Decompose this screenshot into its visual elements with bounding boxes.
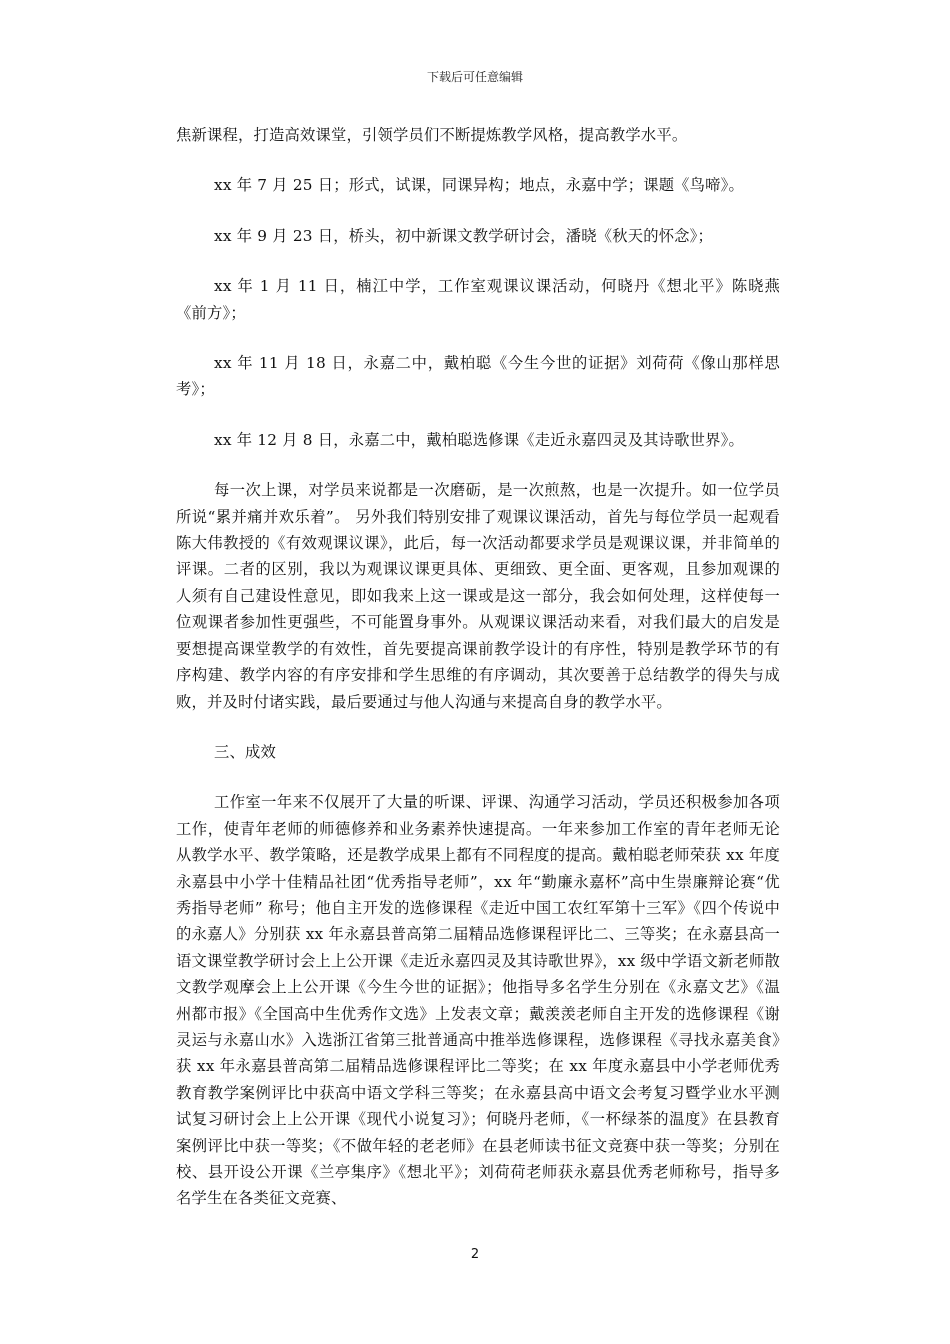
page-number: 2 bbox=[470, 1247, 480, 1262]
paragraph-schedule-item: xx 年 7 月 25 日；形式，试课，同课异构；地点，永嘉中学；课题《鸟啼》。 bbox=[214, 176, 745, 195]
paragraph-results: 工作室一年来不仅展开了大量的听课、评课、沟通学习活动，学员还积极参加各项工作，使青年老师的师德修养和业务素养快速提高。一年来参加工作室的青年老师无论从教学水平、教学策略，还是教学成果上都有不同程度的提高。戴柏聪老师荣获 xx 年度永嘉县中小学十佳精品社团“优秀指导老师”，xx 年“勤廉永嘉杯”高中生崇廉辩论赛“优秀指导老师” 称号；他自主开发的选修课程《走近中国工农红军第十三军》《四个传说中的永嘉人》分别获 xx 年永嘉县普高第二届精品选修课程评比二、三等奖；在永嘉县高一语文课堂教学研讨会上上公开课《走近永嘉四灵及其诗歌世界》，xx 级中学语文新老师散文教学观摩会上上公开课《今生今世的证据》；他指导多名学生分别在《永嘉文艺》《温州都市报》《全国高中生优秀作文选》上发表文章；戴羡羡老师自主开发的选修课程《谢灵运与永嘉山水》入选浙江省第三批普通高中推举选修课程，选修课程《寻找永嘉美食》获 xx 年永嘉县普高第二届精品选修课程评比二等奖；在 xx 年度永嘉县中小学老师优秀教育教学案例评比中获高中语文学科三等奖；在永嘉县高中语文会考复习暨学业水平测试复习研讨会上上公开课《现代小说复习》；何晓丹老师，《一杯绿茶的温度》在县教育案例评比中获一等奖；《不做年轻的老老师》在县老师读书征文竞赛中获一等奖；分别在校、县开设公开课《兰亭集序》《想北平》；刘荷荷老师获永嘉县优秀老师称号，指导多名学生在各类征文竞赛、 bbox=[176, 793, 780, 1208]
paragraph-continuation: 焦新课程，打造高效课堂，引领学员们不断提炼教学风格，提高教学水平。 bbox=[176, 126, 688, 144]
paragraph-observation: 每一次上课，对学员来说都是一次磨砺，是一次煎熬，也是一次提升。如一位学员所说“累并痛并欢乐着”。 另外我们特别安排了观课议课活动，首先与每位学员一起观看陈大伟教授的《有效观课议课》，此后，每一次活动都要求学员是观课议课，并非简单的评课。二者的区别，我以为观课议课更具体、更细致、更全面、更客观，且参加观课的人须有自己建设性意见，即如我来上这一课或是这一部分，我会如何处理，这样使每一位观课者参加性更强些，不可能置身事外。从观课议课活动来看，对我们最大的启发是要想提高课堂教学的有效性，首先要提高课前教学设计的有序性，特别是教学环节的有序构建、教学内容的有序安排和学生思维的有序调动，其次要善于总结教学的得失与成败，并及时付诸实践，最后要通过与他人沟通与来提高自身的教学水平。 bbox=[176, 481, 780, 711]
paragraph-schedule-item: xx 年 12 月 8 日，永嘉二中，戴柏聪选修课《走近永嘉四灵及其诗歌世界》。 bbox=[214, 430, 745, 449]
paragraph-schedule-item: xx 年 11 月 18 日，永嘉二中，戴柏聪《今生今世的证据》刘荷荷《像山那样思考》； bbox=[176, 354, 780, 399]
page-header: 下载后可任意编辑 bbox=[426, 70, 523, 84]
paragraph-schedule-item: xx 年 9 月 23 日，桥头，初中新课文教学研讨会，潘晓《秋天的怀念》； bbox=[214, 226, 714, 245]
document-body bbox=[176, 122, 780, 1236]
paragraph-schedule-item: xx 年 1 月 11 日，楠江中学，工作室观课议课活动，何晓丹《想北平》陈晓燕《前方》； bbox=[176, 277, 780, 322]
section-heading: 三、成效 bbox=[214, 742, 276, 761]
